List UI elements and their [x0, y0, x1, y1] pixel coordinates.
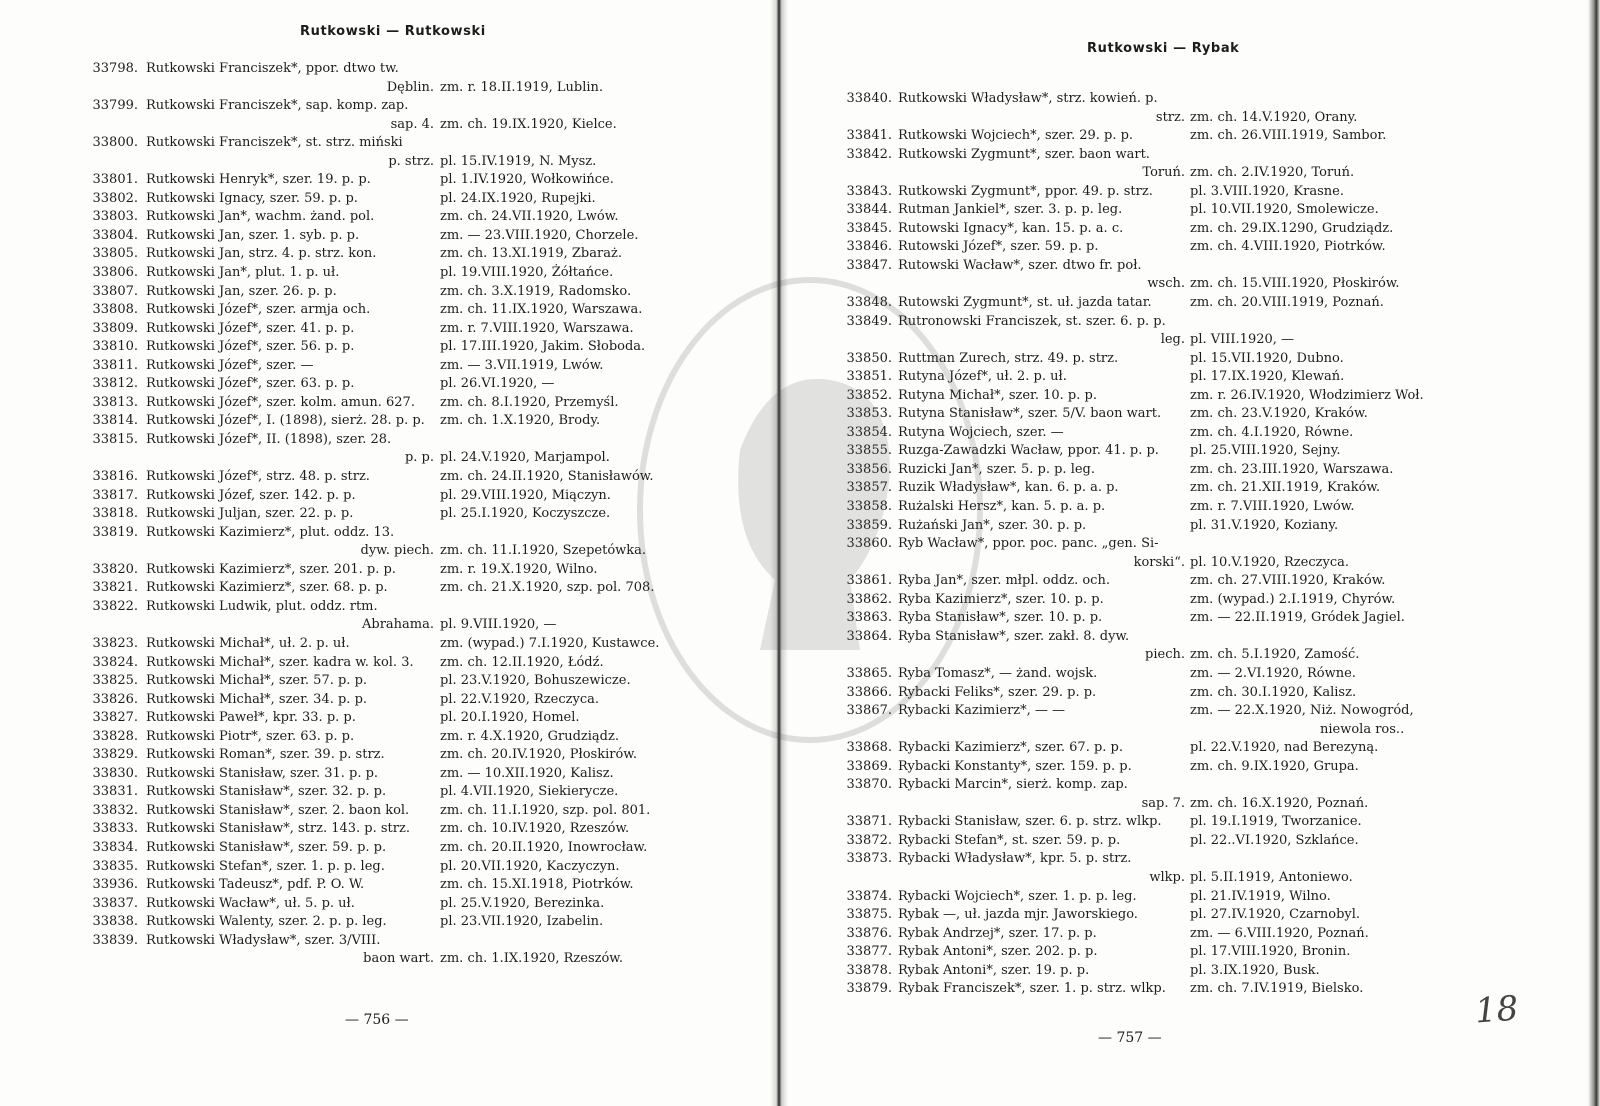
entry-number: 33862. [846, 591, 892, 607]
entry-name-rank-unit: Ryba Stanisław*, szer. zakł. 8. dyw. [898, 628, 1130, 644]
entry-number: 33841. [846, 128, 892, 144]
entry-number: 33819. [92, 524, 138, 540]
entry-number: 33859. [846, 517, 892, 533]
entry-number: 33847. [846, 257, 892, 273]
entry-number: 33805. [92, 246, 138, 262]
entry-name-rank-unit: Rużalski Hersz*, kan. 5. p. a. p. [898, 499, 1106, 515]
entry-fate-date-place: pl. 10.V.1920, Rzeczyca. [1190, 554, 1349, 570]
entry-number: 33838. [92, 914, 138, 930]
entry-fate-date-place: zm. ch. 1.X.1920, Brody. [440, 413, 601, 429]
entry-fate-date-place: pl. 29.VIII.1920, Miączyn. [440, 487, 611, 503]
entry-fate-date-place: zm. ch. 15.XI.1918, Piotrków. [440, 877, 634, 893]
entry-number: 33876. [846, 925, 892, 941]
entry-name-rank-unit: Rutkowski Wacław*, uł. 5. p. uł. [146, 895, 355, 911]
entry-fate-date-place: zm. ch. 4.I.1920, Równe. [1190, 424, 1354, 440]
entry-fate-date-place: pl. 10.VII.1920, Smolewicze. [1190, 202, 1379, 218]
entry-fate-date-place: zm. ch. 12.II.1920, Łódź. [440, 654, 604, 670]
entry-number: 33842. [846, 146, 892, 162]
entry-number: 33846. [846, 239, 892, 255]
entry-name-rank-unit: Ryba Stanisław*, szer. 10. p. p. [898, 610, 1103, 626]
entry-number: 33834. [92, 839, 138, 855]
entry-fate-date-place: pl. 23.VII.1920, Izabelin. [440, 914, 604, 930]
entry-number: 33867. [846, 703, 892, 719]
entry-number: 33864. [846, 628, 892, 644]
entry-fate-date-place: zm. ch. 11.I.1920, szp. pol. 801. [440, 802, 651, 818]
entry-number: 33825. [92, 673, 138, 689]
entry-fate-date-place: zm. — 3.VII.1919, Lwów. [440, 357, 604, 373]
entry-fate-date-place: zm. ch. 24.II.1920, Stanisławów. [440, 469, 654, 485]
entry-name-rank-unit: Rutkowski Stanisław, szer. 31. p. p. [146, 765, 379, 781]
entry-name-rank-unit: Rutkowski Stefan*, szer. 1. p. p. leg. [146, 858, 385, 874]
entry-number: 33809. [92, 320, 138, 336]
entry-unit-continuation: baon wart. [363, 951, 434, 967]
entry-number: 33820. [92, 561, 138, 577]
entry-name-rank-unit: Ruzicki Jan*, szer. 5. p. p. leg. [898, 461, 1095, 477]
entry-number: 33845. [846, 220, 892, 236]
entry-name-rank-unit: Rutkowski Stanisław*, szer. 2. baon kol. [146, 802, 410, 818]
entry-name-rank-unit: Rutkowski Jan, szer. 1. syb. p. p. [146, 227, 360, 243]
entry-fate-date-place: pl. 1.IV.1920, Wołkowińce. [440, 172, 614, 188]
entry-number: 33869. [846, 758, 892, 774]
entry-number: 33851. [846, 369, 892, 385]
entry-number: 33832. [92, 802, 138, 818]
entry-fate-date-place: pl. 20.I.1920, Homel. [440, 710, 580, 726]
entry-fate-date-place: pl. 17.VIII.1920, Bronin. [1190, 944, 1351, 960]
entry-name-rank-unit: Rutkowski Franciszek*, sap. komp. zap. [146, 98, 409, 114]
entry-fate-date-place: zm. — 2.VI.1920, Równe. [1190, 665, 1356, 681]
entry-fate-date-place: zm. ch. 20.VIII.1919, Poznań. [1190, 295, 1384, 311]
entry-fate-date-place: zm. ch. 27.VIII.1920, Kraków. [1190, 573, 1386, 589]
entry-fate-date-place: zm. ch. 29.IX.1290, Grudziądz. [1190, 220, 1394, 236]
entry-name-rank-unit: Rybacki Konstanty*, szer. 159. p. p. [898, 758, 1132, 774]
entry-fate-date-place: pl. VIII.1920, — [1190, 332, 1295, 348]
entry-name-rank-unit: Rutkowski Józef, szer. 142. p. p. [146, 487, 356, 503]
entry-name-rank-unit: Rutkowski Jan*, wachm. żand. pol. [146, 209, 375, 225]
entry-fate-date-place: zm. — 10.XII.1920, Kalisz. [440, 765, 614, 781]
entry-name-rank-unit: Rutkowski Jan, szer. 26. p. p. [146, 283, 337, 299]
entry-number: 33878. [846, 962, 892, 978]
entry-unit-continuation: wlkp. [1149, 869, 1185, 885]
entry-unit-continuation: korski“. [1133, 554, 1185, 570]
entry-number: 33873. [846, 851, 892, 867]
entry-fate-date-place: pl. 25.V.1920, Berezinka. [440, 895, 605, 911]
entry-fate-date-place: pl. 22.V.1920, Rzeczyca. [440, 691, 599, 707]
entry-fate-date-place: zm. ch. 9.IX.1920, Grupa. [1190, 758, 1359, 774]
entry-name-rank-unit: Rużański Jan*, szer. 30. p. p. [898, 517, 1087, 533]
entry-number: 33800. [92, 135, 138, 151]
entry-fate-date-place: zm. ch. 4.VIII.1920, Piotrków. [1190, 239, 1386, 255]
entry-number: 33870. [846, 777, 892, 793]
entry-number: 33816. [92, 469, 138, 485]
entry-name-rank-unit: Rutkowski Zygmunt*, szer. baon wart. [898, 146, 1150, 162]
entry-name-rank-unit: Rutkowski Michał*, szer. kadra w. kol. 3. [146, 654, 414, 670]
entry-name-rank-unit: Rutowski Józef*, szer. 59. p. p. [898, 239, 1099, 255]
entry-name-rank-unit: Rybak Antoni*, szer. 202. p. p. [898, 944, 1098, 960]
entry-name-rank-unit: Rutronowski Franciszek, st. szer. 6. p. p. [898, 313, 1166, 329]
entry-number: 33802. [92, 190, 138, 206]
left-page [0, 0, 778, 1106]
entry-unit-continuation: leg. [1160, 332, 1185, 348]
entry-number: 33874. [846, 888, 892, 904]
entry-number: 33843. [846, 183, 892, 199]
entry-unit-continuation: Toruń. [1142, 165, 1185, 181]
handwritten-annotation: 18 [1473, 988, 1520, 1032]
entry-number: 33936. [92, 877, 138, 893]
entry-number: 33866. [846, 684, 892, 700]
entry-unit-continuation: dyw. piech. [360, 543, 434, 559]
entry-fate-date-place: pl. 4.VII.1920, Siekierycze. [440, 784, 619, 800]
entry-number: 33868. [846, 740, 892, 756]
entry-fate-date-place: zm. ch. 15.VIII.1920, Płoskirów. [1190, 276, 1400, 292]
entry-number: 33860. [846, 536, 892, 552]
entry-fate-date-place: zm. ch. 20.II.1920, Inowrocław. [440, 839, 648, 855]
entry-fate-date-place: pl. 24.IX.1920, Rupejki. [440, 190, 596, 206]
entry-name-rank-unit: Rybak Andrzej*, szer. 17. p. p. [898, 925, 1097, 941]
entry-fate-date-place: zm. ch. 23.V.1920, Kraków. [1190, 406, 1368, 422]
entry-number: 33833. [92, 821, 138, 837]
entry-unit-continuation: p. p. [404, 450, 434, 466]
entry-number: 33829. [92, 747, 138, 763]
entry-fate-date-place: zm. — 23.VIII.1920, Chorzele. [440, 227, 639, 243]
entry-fate-date-place: pl. 27.IV.1920, Czarnobyl. [1190, 907, 1361, 923]
entry-number: 33803. [92, 209, 138, 225]
entry-name-rank-unit: Rutkowski Ludwik, plut. oddz. rtm. [146, 598, 378, 614]
entry-fate-date-place: zm. r. 7.VIII.1920, Lwów. [1190, 499, 1355, 515]
entry-number: 33872. [846, 832, 892, 848]
entry-fate-date-place: pl. 25.I.1920, Koczyszcze. [440, 506, 611, 522]
entry-number: 33812. [92, 376, 138, 392]
entry-fate-date-place: zm. r. 7.VIII.1920, Warszawa. [440, 320, 634, 336]
entry-fate-date-place: pl. 24.V.1920, Marjampol. [440, 450, 610, 466]
entry-name-rank-unit: Rutowski Wacław*, szer. dtwo fr. poł. [898, 257, 1142, 273]
entry-name-rank-unit: Rutkowski Stanisław*, szer. 32. p. p. [146, 784, 387, 800]
entry-fate-date-place: zm. — 22.X.1920, Niż. Nowogród, [1190, 703, 1414, 719]
entry-name-rank-unit: Rutkowski Józef*, szer. kolm. amun. 627. [146, 394, 415, 410]
entry-name-rank-unit: Rybak Antoni*, szer. 19. p. p. [898, 962, 1090, 978]
entry-name-rank-unit: Rutman Jankiel*, szer. 3. p. p. leg. [898, 202, 1123, 218]
entry-fate-date-place: pl. 3.IX.1920, Busk. [1190, 962, 1320, 978]
entry-name-rank-unit: Ruttman Zurech, strz. 49. p. strz. [898, 350, 1119, 366]
entry-number: 33840. [846, 91, 892, 106]
entry-fate-date-place: pl. 20.VII.1920, Kaczyczyn. [440, 858, 620, 874]
entry-name-rank-unit: Rutkowski Michał*, uł. 2. p. uł. [146, 635, 350, 651]
entry-number: 33837. [92, 895, 138, 911]
entry-name-rank-unit: Rutkowski Józef*, szer. 56. p. p. [146, 339, 355, 355]
entry-number: 33806. [92, 265, 138, 281]
entry-fate-date-place: pl. 22..VI.1920, Szklańce. [1190, 832, 1359, 848]
entry-fate-date-place: pl. 31.V.1920, Koziany. [1190, 517, 1339, 533]
entry-fate-date-place: pl. 26.VI.1920, — [440, 376, 555, 392]
entry-number: 33856. [846, 461, 892, 477]
entry-number: 33863. [846, 610, 892, 626]
entry-fate-date-place: zm. ch. 21.XII.1919, Kraków. [1190, 480, 1381, 496]
page-number: — 756 — [345, 1012, 409, 1028]
book-gutter [770, 0, 788, 1106]
entry-fate-date-place: pl. 9.VIII.1920, — [440, 617, 557, 633]
entry-unit-continuation: p. strz. [388, 153, 434, 169]
entry-name-rank-unit: Rutkowski Władysław*, strz. kowień. p. [898, 91, 1158, 106]
entry-name-rank-unit: Rutkowski Józef*, szer. 41. p. p. [146, 320, 355, 336]
entry-fate-date-place: pl. 15.VII.1920, Dubno. [1190, 350, 1344, 366]
entry-fate-date-place: zm. r. 26.IV.1920, Włodzimierz Woł. [1190, 387, 1424, 403]
entry-fate-date-place: zm. ch. 20.IV.1920, Płoskirów. [440, 747, 638, 763]
entry-fate-date-place: zm. ch. 5.I.1920, Zamość. [1190, 647, 1360, 663]
entry-number: 33858. [846, 499, 892, 515]
entry-name-rank-unit: Rutkowski Jan*, plut. 1. p. uł. [146, 265, 340, 281]
entry-fate-date-place: zm. — 6.VIII.1920, Poznań. [1190, 925, 1369, 941]
entry-fate-date-place: zm. ch. 24.VII.1920, Lwów. [440, 209, 619, 225]
entry-fate-date-place: pl. 17.III.1920, Jakim. Słoboda. [440, 339, 646, 355]
entry-fate-continuation: niewola ros.. [1320, 721, 1405, 737]
entry-name-rank-unit: Ryb Wacław*, ppor. poc. panc. „gen. Si- [898, 536, 1159, 552]
right-page [780, 0, 1600, 1106]
entry-name-rank-unit: Rutkowski Zygmunt*, ppor. 49. p. strz. [898, 183, 1153, 199]
entry-name-rank-unit: Rutkowski Walenty, szer. 2. p. p. leg. [146, 914, 387, 930]
entry-name-rank-unit: Rutkowski Józef*, II. (1898), szer. 28. [146, 431, 392, 447]
entry-fate-date-place: zm. r. 4.X.1920, Grudziądz. [440, 728, 619, 744]
entry-number: 33835. [92, 858, 138, 874]
entry-name-rank-unit: Rutyna Stanisław*, szer. 5/V. baon wart. [898, 406, 1162, 422]
entry-name-rank-unit: Rutyna Wojciech, szer. — [898, 424, 1064, 440]
entry-name-rank-unit: Rybak —, uł. jazda mjr. Jaworskiego. [898, 907, 1138, 923]
entry-unit-continuation: Dęblin. [386, 79, 434, 95]
entry-fate-date-place: pl. 19.VIII.1920, Żółtańce. [440, 265, 614, 281]
entry-number: 33815. [92, 431, 138, 447]
entry-fate-date-place: pl. 17.IX.1920, Klewań. [1190, 369, 1345, 385]
entry-number: 33817. [92, 487, 138, 503]
entry-number: 33821. [92, 580, 138, 596]
entry-number: 33831. [92, 784, 138, 800]
entry-name-rank-unit: Rutkowski Piotr*, szer. 63. p. p. [146, 728, 355, 744]
entry-fate-date-place: zm. ch. 30.I.1920, Kalisz. [1190, 684, 1357, 700]
entry-name-rank-unit: Rutkowski Stanisław*, strz. 143. p. strz. [146, 821, 410, 837]
entry-fate-date-place: zm. (wypad.) 2.I.1919, Chyrów. [1190, 591, 1396, 607]
entry-name-rank-unit: Rutkowski Józef*, strz. 48. p. strz. [146, 469, 370, 485]
entry-fate-date-place: zm. ch. 14.V.1920, Orany. [1190, 109, 1358, 125]
entry-number: 33844. [846, 202, 892, 218]
entry-number: 33853. [846, 406, 892, 422]
entry-name-rank-unit: Ryba Tomasz*, — żand. wojsk. [898, 665, 1098, 681]
entry-fate-date-place: zm. ch. 8.I.1920, Przemyśl. [440, 394, 619, 410]
entry-number: 33808. [92, 302, 138, 318]
entry-name-rank-unit: Rutkowski Kazimierz*, plut. oddz. 13. [146, 524, 395, 540]
entry-name-rank-unit: Rybacki Władysław*, kpr. 5. p. strz. [898, 851, 1132, 867]
entry-fate-date-place: zm. r. 19.X.1920, Wilno. [440, 561, 598, 577]
entry-number: 33810. [92, 339, 138, 355]
entry-name-rank-unit: Rutkowski Józef*, szer. — [146, 357, 314, 373]
entry-name-rank-unit: Rutkowski Henryk*, szer. 19. p. p. [146, 172, 371, 188]
entry-unit-continuation: sap. 4. [390, 116, 434, 132]
entry-fate-date-place: zm. ch. 11.IX.1920, Warszawa. [440, 302, 643, 318]
entry-name-rank-unit: Rutkowski Józef*, szer. armja och. [146, 302, 371, 318]
entry-name-rank-unit: Rutkowski Stanisław*, szer. 59. p. p. [146, 839, 387, 855]
entry-unit-continuation: wsch. [1147, 276, 1185, 292]
entry-name-rank-unit: Rutkowski Michał*, szer. 57. p. p. [146, 673, 368, 689]
running-header: Rutkowski — Rutkowski [300, 24, 486, 39]
entry-fate-date-place: zm. ch. 10.IV.1920, Rzeszów. [440, 821, 630, 837]
entry-number: 33879. [846, 981, 892, 997]
entry-fate-date-place: pl. 5.II.1919, Antoniewo. [1190, 869, 1353, 885]
entry-fate-date-place: pl. 23.V.1920, Bohuszewicze. [440, 673, 631, 689]
entry-number: 33861. [846, 573, 892, 589]
entry-number: 33813. [92, 394, 138, 410]
entry-name-rank-unit: Rybacki Kazimierz*, szer. 67. p. p. [898, 740, 1124, 756]
entry-name-rank-unit: Rybacki Kazimierz*, — — [898, 703, 1066, 719]
entry-fate-date-place: pl. 15.IV.1919, N. Mysz. [440, 153, 597, 169]
page-number: — 757 — [1098, 1030, 1162, 1046]
entry-number: 33877. [846, 944, 892, 960]
entry-fate-date-place: zm. ch. 26.VIII.1919, Sambor. [1190, 128, 1387, 144]
entry-number: 33822. [92, 598, 138, 614]
entry-name-rank-unit: Rutkowski Kazimierz*, szer. 68. p. p. [146, 580, 388, 596]
entry-name-rank-unit: Rutkowski Franciszek*, ppor. dtwo tw. [146, 61, 399, 76]
entry-fate-date-place: pl. 21.IV.1919, Wilno. [1190, 888, 1331, 904]
entry-number: 33811. [92, 357, 138, 373]
running-header: Rutkowski — Rybak [1087, 41, 1240, 56]
entry-name-rank-unit: Rutkowski Wojciech*, szer. 29. p. p. [898, 128, 1134, 144]
entry-number: 33827. [92, 710, 138, 726]
entry-name-rank-unit: Rutkowski Józef*, szer. 63. p. p. [146, 376, 355, 392]
entry-fate-date-place: zm. ch. 13.XI.1919, Zbaraż. [440, 246, 622, 262]
entry-name-rank-unit: Rutkowski Franciszek*, st. strz. miński [146, 135, 403, 151]
entry-name-rank-unit: Ruzik Władysław*, kan. 6. p. a. p. [898, 480, 1119, 496]
entry-number: 33871. [846, 814, 892, 830]
entry-name-rank-unit: Rybak Franciszek*, szer. 1. p. strz. wlkp. [898, 981, 1166, 997]
entry-fate-date-place: zm. — 22.II.1919, Gródek Jagiel. [1190, 610, 1405, 626]
entry-number: 33826. [92, 691, 138, 707]
entry-number: 33830. [92, 765, 138, 781]
entry-fate-date-place: pl. 25.VIII.1920, Sejny. [1190, 443, 1341, 459]
entry-number: 33814. [92, 413, 138, 429]
entry-name-rank-unit: Rutyna Michał*, szer. 10. p. p. [898, 387, 1097, 403]
entry-fate-date-place: pl. 19.I.1919, Tworzanice. [1190, 814, 1362, 830]
entry-number: 33865. [846, 665, 892, 681]
entry-number: 33855. [846, 443, 892, 459]
entry-name-rank-unit: Rutkowski Roman*, szer. 39. p. strz. [146, 747, 385, 763]
entry-number: 33850. [846, 350, 892, 366]
entry-name-rank-unit: Rutkowski Tadeusz*, pdf. P. O. W. [146, 877, 365, 893]
entry-name-rank-unit: Rutkowski Józef*, I. (1898), sierż. 28. p. p. [146, 413, 425, 429]
entry-number: 33799. [92, 98, 138, 114]
entry-number: 33804. [92, 227, 138, 243]
entry-unit-continuation: sap. 7. [1141, 795, 1185, 811]
entry-number: 33818. [92, 506, 138, 522]
entry-fate-date-place: zm. ch. 11.I.1920, Szepetówka. [440, 543, 647, 559]
entry-number: 33857. [846, 480, 892, 496]
entry-fate-date-place: zm. ch. 21.X.1920, szp. pol. 708. [440, 580, 655, 596]
entry-name-rank-unit: Rutkowski Kazimierz*, szer. 201. p. p. [146, 561, 396, 577]
entry-number: 33798. [92, 61, 138, 76]
entry-name-rank-unit: Ruzga-Zawadzki Wacław, ppor. 41. p. p. [898, 443, 1159, 459]
entry-unit-continuation: strz. [1155, 109, 1185, 125]
entry-name-rank-unit: Rutowski Zygmunt*, st. uł. jazda tatar. [898, 295, 1152, 311]
entry-fate-date-place: zm. ch. 1.IX.1920, Rzeszów. [440, 951, 624, 967]
entry-number: 33801. [92, 172, 138, 188]
entry-unit-continuation: Abrahama. [361, 617, 434, 633]
entry-name-rank-unit: Rutkowski Juljan, szer. 22. p. p. [146, 506, 354, 522]
entry-name-rank-unit: Ryba Jan*, szer. młpl. oddz. och. [898, 573, 1110, 589]
entry-fate-date-place: pl. 3.VIII.1920, Krasne. [1190, 183, 1344, 199]
entry-number: 33848. [846, 295, 892, 311]
entry-fate-date-place: zm. ch. 19.IX.1920, Kielce. [440, 116, 617, 132]
entry-name-rank-unit: Rutkowski Władysław*, szer. 3/VIII. [146, 932, 381, 948]
page-edge [1588, 0, 1600, 1106]
entry-name-rank-unit: Rutkowski Paweł*, kpr. 33. p. p. [146, 710, 356, 726]
entry-number: 33807. [92, 283, 138, 299]
entry-name-rank-unit: Rutowski Ignacy*, kan. 15. p. a. c. [898, 220, 1124, 236]
entry-name-rank-unit: Rutyna Józef*, uł. 2. p. uł. [898, 369, 1067, 385]
entry-number: 33839. [92, 932, 138, 948]
entry-number: 33849. [846, 313, 892, 329]
entry-fate-date-place: zm. ch. 2.IV.1920, Toruń. [1190, 165, 1355, 181]
entry-name-rank-unit: Rybacki Marcin*, sierż. komp. zap. [898, 777, 1128, 793]
entry-name-rank-unit: Rybacki Stanisław, szer. 6. p. strz. wlkp. [898, 814, 1162, 830]
entry-name-rank-unit: Rybacki Feliks*, szer. 29. p. p. [898, 684, 1097, 700]
entry-number: 33824. [92, 654, 138, 670]
entry-name-rank-unit: Ryba Kazimierz*, szer. 10. p. p. [898, 591, 1104, 607]
entry-fate-date-place: zm. ch. 23.III.1920, Warszawa. [1190, 461, 1394, 477]
entry-name-rank-unit: Rybacki Stefan*, st. szer. 59. p. p. [898, 832, 1121, 848]
entry-number: 33823. [92, 635, 138, 651]
entry-fate-date-place: zm. ch. 7.IV.1919, Bielsko. [1190, 981, 1364, 997]
entry-fate-date-place: zm. ch. 3.X.1919, Radomsko. [440, 283, 632, 299]
entry-number: 33852. [846, 387, 892, 403]
entry-unit-continuation: piech. [1145, 647, 1185, 663]
entry-fate-date-place: zm. r. 18.II.1919, Lublin. [440, 79, 604, 95]
entry-fate-date-place: zm. ch. 16.X.1920, Poznań. [1190, 795, 1369, 811]
entry-name-rank-unit: Rutkowski Jan, strz. 4. p. strz. kon. [146, 246, 377, 262]
entry-fate-date-place: zm. (wypad.) 7.I.1920, Kustawce. [440, 635, 660, 651]
entry-fate-date-place: pl. 22.V.1920, nad Berezyną. [1190, 740, 1379, 756]
entry-number: 33854. [846, 424, 892, 440]
entry-number: 33828. [92, 728, 138, 744]
entry-name-rank-unit: Rutkowski Michał*, szer. 34. p. p. [146, 691, 368, 707]
entry-name-rank-unit: Rybacki Wojciech*, szer. 1. p. p. leg. [898, 888, 1137, 904]
entry-name-rank-unit: Rutkowski Ignacy, szer. 59. p. p. [146, 190, 358, 206]
entry-number: 33875. [846, 907, 892, 923]
